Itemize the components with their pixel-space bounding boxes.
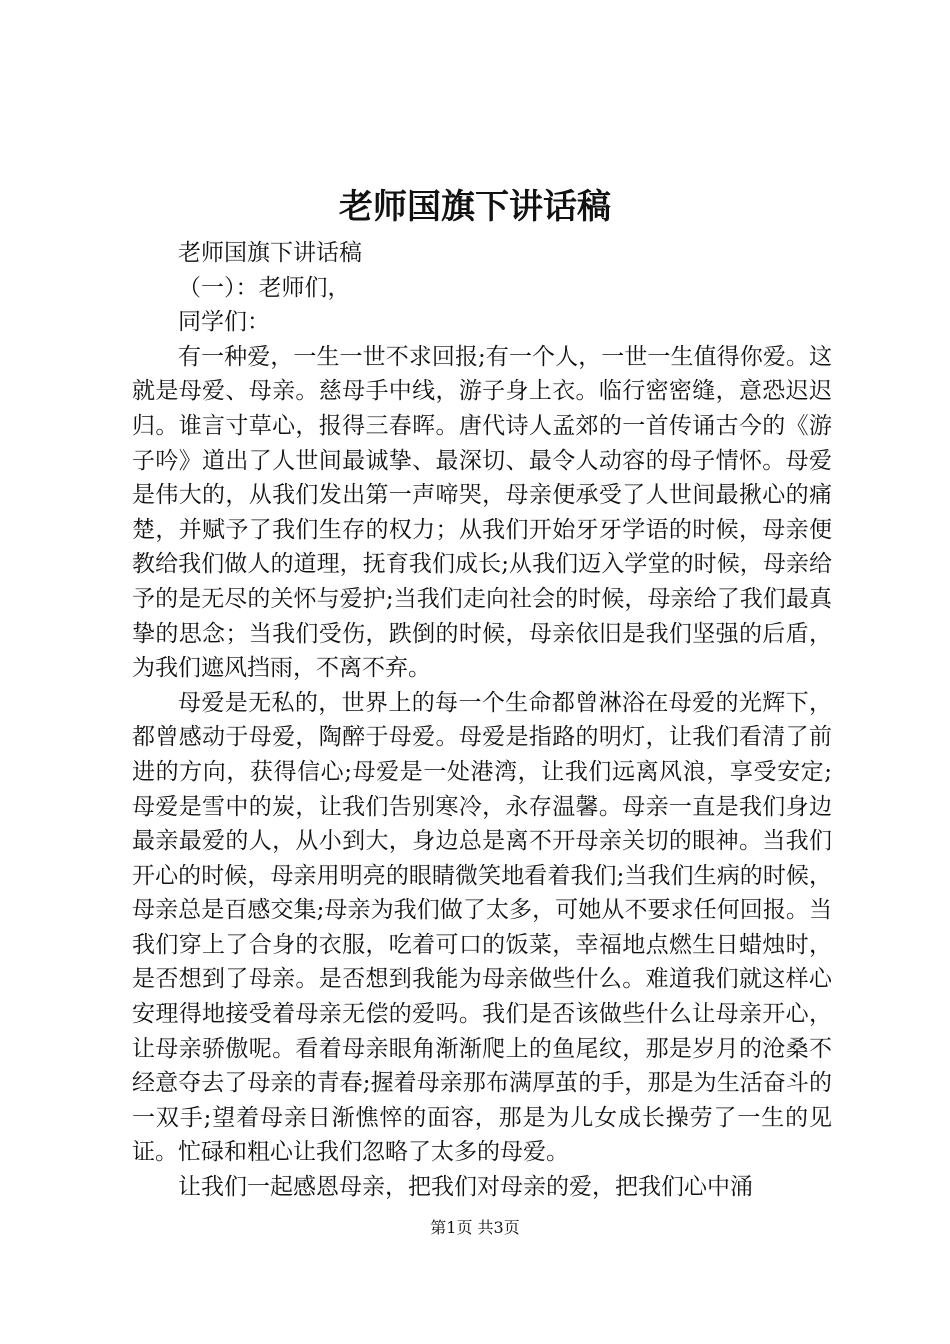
greeting-students: 同学们： bbox=[178, 309, 270, 336]
paragraph-1: 有一种爱，一生一世不求回报;有一个人，一世一生值得你爱。这就是母爱、母亲。慈母手中线，游子身上衣。临行密密缝，意恐迟迟归。谁言寸草心，报得三春晖。唐代诗人孟郊的一首传诵古今的《游子吟》道出了人世间最诚挚、最深切、最令人动容的母子情怀。母爱是伟大的，从我们发出第一声啼哭，母亲便承受了人世间最揪心的痛楚，并赋予了我们生存的权力；从我们开始牙牙学语的时候，母亲便教给我们做人的道理，抚育我们成长;从我们迈入学堂的时候，母亲给予的是无尽的关怀与爱护;当我们走向社会的时候，母亲给了我们最真挚的思念；当我们受伤，跌倒的时候，母亲依旧是我们坚强的后盾，为我们遮风挡雨，不离不弃。 bbox=[132, 343, 832, 682]
greeting-teachers: （一）：老师们， bbox=[178, 274, 351, 301]
document-title: 老师国旗下讲话稿 bbox=[339, 187, 611, 227]
document-body bbox=[132, 236, 832, 1205]
page-number-footer: 第1页 共3页 bbox=[430, 1218, 520, 1237]
paragraph-3: 让我们一起感恩母亲，把我们对母亲的爱，把我们心中涌 bbox=[178, 1174, 753, 1201]
paragraph-2: 母爱是无私的，世界上的每一个生命都曾淋浴在母爱的光辉下，都曾感动于母爱，陶醉于母爱。母爱是指路的明灯，让我们看清了前进的方向，获得信心;母爱是一处港湾，让我们远离风浪，享受安定;母爱是雪中的炭，让我们告别寒冷，永存温馨。母亲一直是我们身边最亲最爱的人，从小到大，身边总是离不开母亲关切的眼神。当我们开心的时候，母亲用明亮的眼睛微笑地看着我们;当我们生病的时候，母亲总是百感交集;母亲为我们做了太多，可她从不要求任何回报。当我们穿上了合身的衣服，吃着可口的饭菜，幸福地点燃生日蜡烛时，是否想到了母亲。是否想到我能为母亲做些什么。难道我们就这样心安理得地接受着母亲无偿的爱吗。我们是否该做些什么让母亲开心，让母亲骄傲呢。看着母亲眼角渐渐爬上的鱼尾纹，那是岁月的沧桑不经意夺去了母亲的青春;握着母亲那布满厚茧的手，那是为生活奋斗的一双手;望着母亲日渐憔悴的面容，那是为儿女成长操劳了一生的见证。忙碌和粗心让我们忽略了太多的母爱。 bbox=[132, 689, 832, 1166]
subtitle-line: 老师国旗下讲话稿 bbox=[178, 240, 362, 266]
